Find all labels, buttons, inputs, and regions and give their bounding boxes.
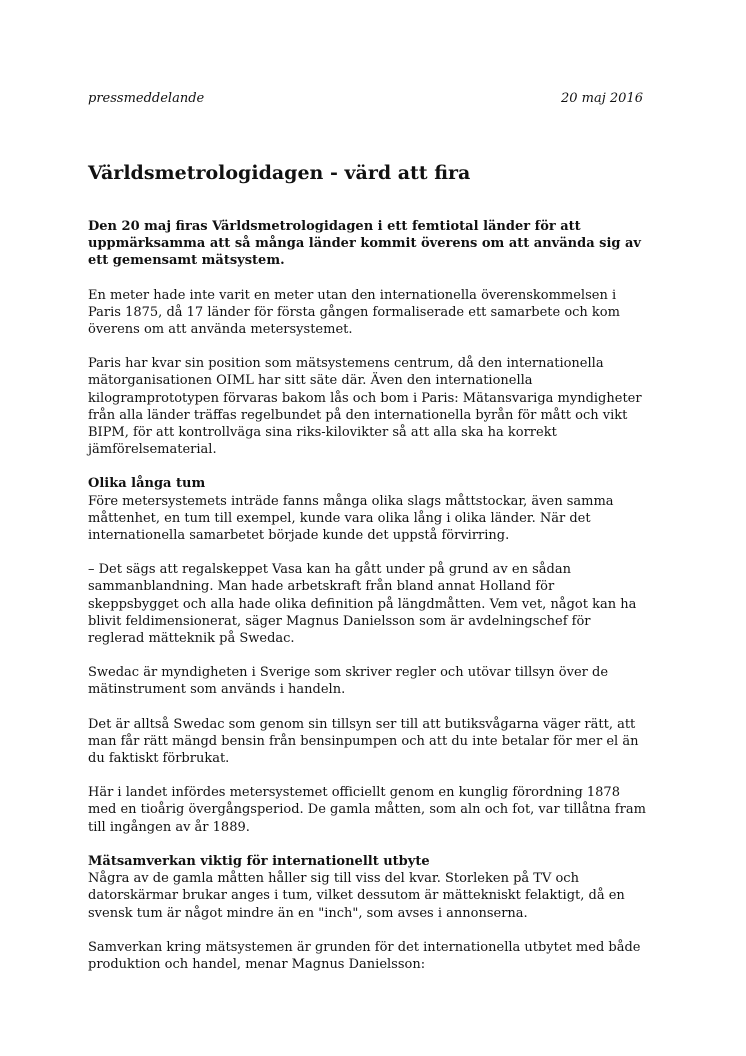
paragraph-2: Paris har kvar sin position som mätsystemens centrum, då den internationella mätorganisationen OIML har sitt säte där. Även den internationella kilogramprototypen förvaras bakom lås och bom i Paris: Mätansvariga myndigheter från alla länder träffas regelbundet på den internationella byrån för mått och vikt BIPM, för att kontrollväga sina riks-kilovikter så att alla ska ha korrekt jämförelsematerial. <box>88 356 642 458</box>
page-header <box>88 90 643 108</box>
section-matsamverkan <box>88 853 648 922</box>
paragraph-3: – Det sägs att regalskeppet Vasa kan ha gått under på grund av en sådan sammanblandning. Man hade arbetskraft från bland annat Holland för skeppsbygget och alla hade olika definition på längdmåtten. Vem vet, något kan ha blivit feldimensionerat, säger Magnus Danielsson som är avdelningschef för reglerad mätteknik på Swedac. <box>88 562 637 647</box>
paragraph-4: Swedac är myndigheten i Sverige som skriver regler och utövar tillsyn över de mätinstrument som används i handeln. <box>88 665 609 698</box>
section-olika-langa-tum <box>88 475 648 544</box>
paragraph-6: Här i landet infördes metersystemet officiellt genom en kunglig förordning 1878 med en tioårig övergångsperiod. De gamla måtten, som aln och fot, var tillåtna fram till ingången av år 1889. <box>88 785 646 835</box>
paragraph-7: Samverkan kring mätsystemen är grunden för det internationella utbytet med både produktion och handel, menar Magnus Danielsson: <box>88 939 641 972</box>
document-body <box>88 218 648 990</box>
lead-paragraph: Den 20 maj firas Världsmetrologidagen i ett femtiotal länder för att uppmärksamma att så många länder kommit överens om att använda sig av ett gemensamt mätsystem. <box>88 219 641 269</box>
section-text: Några av de gamla måtten håller sig till viss del kvar. Storleken på TV och datorskärmar brukar anges i tum, vilket dessutom är mättekniskt felaktigt, då en svensk tum är något mindre än en "inch", som avses i annonserna. <box>88 871 625 921</box>
document-type-label: pressmeddelande <box>88 91 205 106</box>
paragraph-1: En meter hade inte varit en meter utan den internationella överenskommelsen i Paris 1875, då 17 länder för första gången formaliserade ett samarbete och kom överens om att använda metersystemet. <box>88 287 620 338</box>
paragraph-5: Det är alltså Swedac som genom sin tillsyn ser till att butiksvågarna väger rätt, att man får rätt mängd bensin från bensinpumpen och att du inte betalar för mer el än du faktiskt förbrukat. <box>88 716 639 767</box>
section-heading: Mätsamverkan viktig för internationellt utbyte <box>88 853 430 869</box>
page-title: Världsmetrologidagen - värd att fira <box>88 162 471 184</box>
section-heading: Olika långa tum <box>88 476 206 492</box>
document-date: 20 maj 2016 <box>561 91 643 106</box>
section-text: Före metersystemets inträde fanns många olika slags måttstockar, även samma måttenhet, en tum till exempel, kunde vara olika lång i olika länder. När det internationella samarbetet började kunde det uppstå förvirring. <box>88 493 614 544</box>
